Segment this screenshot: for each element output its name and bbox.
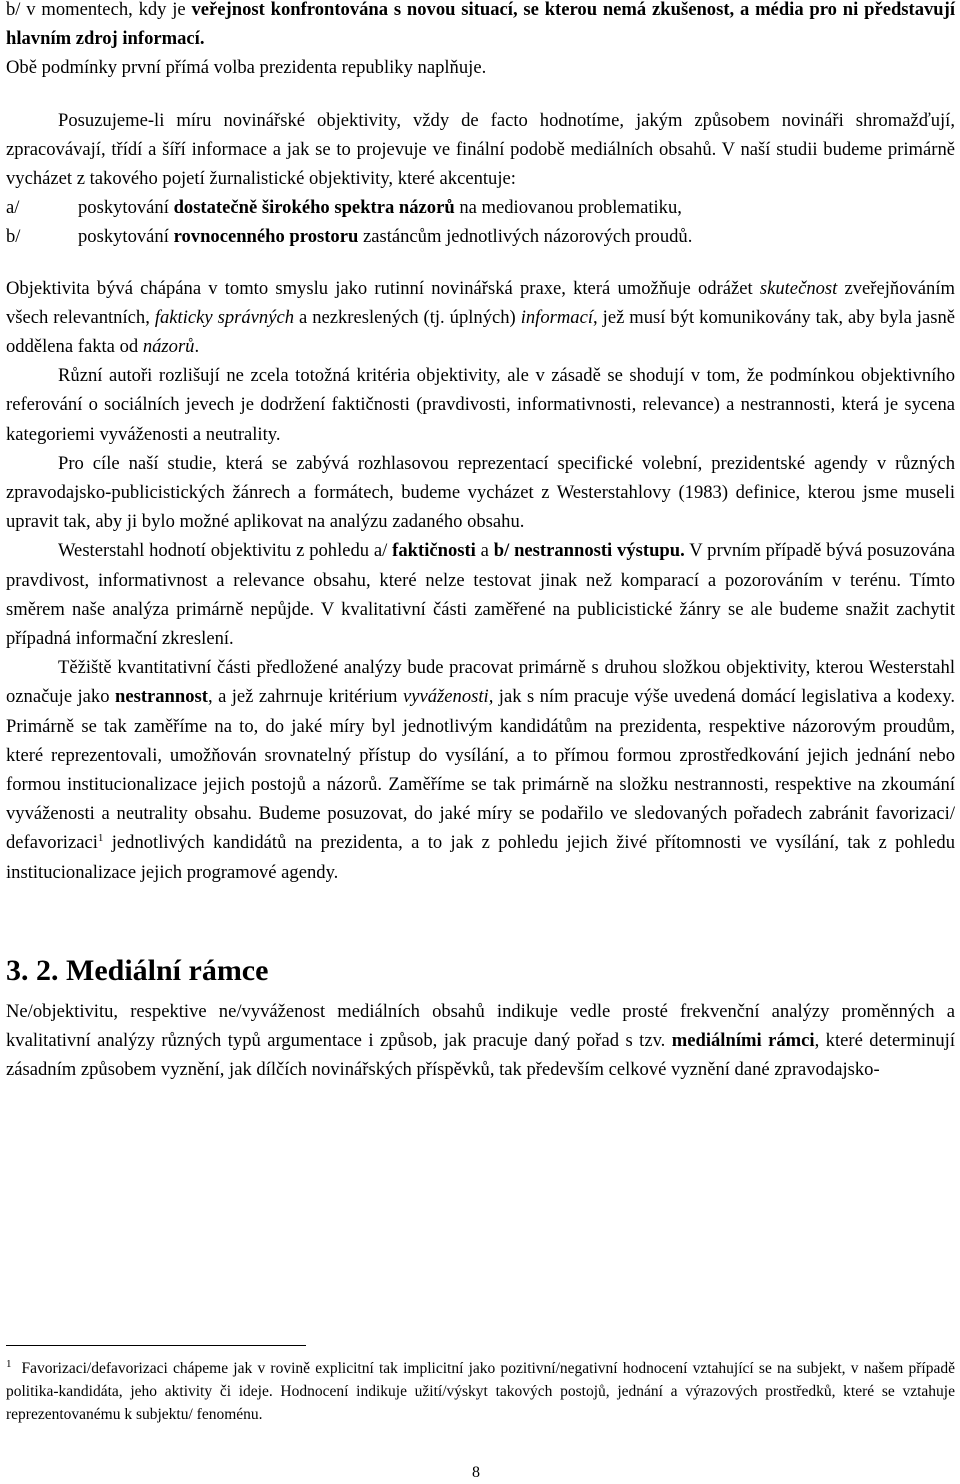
section-title: Mediální rámce xyxy=(66,953,269,987)
paragraph-1: Posuzujeme-li míru novinářské objektivity, vždy de facto hodnotíme, jakým způsobem novináři shromažďují, zpracovávají, třídí a šíří informace a jak se to projevuje ve finální podobě mediálních obsahů. V naší studii budeme primárně vycházet z takového pojetí žurnalistické objektivity, které akcentuje: xyxy=(6,109,955,190)
section-heading xyxy=(6,953,955,989)
list-item-b-bold: rovnocenného prostoru xyxy=(173,226,359,248)
intro-paragraph xyxy=(6,0,955,83)
footnote-text: Favorizaci/defavorizaci chápeme jak v rovině explicitní tak implicitní jako pozitivní/negativní hodnocení vztahující se na subjekt, v našem případě politika-kandidáta, jeho aktivity či ideje. Hodnocení indikuje užití/výskyt takových postojů, jednání a výrazových prostředků, které se vztahuje reprezentovanému k subjektu/ fenoménu. xyxy=(6,1360,955,1423)
paragraph-5: Westerstahl hodnotí objektivitu z pohledu a/ faktičnosti a b/ nestrannosti výstupu. V prvním případě bývá posuzována pravdivost, informativnost a relevance obsahu, které nelze testovat jinak než komparací a pozorováním v terénu. Tímto směrem naše analýza primárně nepůjde. V kvalitativní části zaměřené na publicistické žánry se ale budeme snažit zachytit případná informační zkreslení. xyxy=(6,540,955,650)
intro-conclusion: Obě podmínky první přímá volba prezidenta republiky naplňuje. xyxy=(6,57,487,79)
paragraph-3: Různí autoři rozlišují ne zcela totožná kritéria objektivity, ale v zásadě se shodují v tom, že podmínkou objektivního referování o sociálních jevech je dodržení faktičnosti (pravdivosti, informativnosti, relevance) a nestrannosti, která je sycena kategoriemi vyváženosti a neutrality. xyxy=(6,365,955,445)
list-item-a-bold: dostatečně širokého spektra názorů xyxy=(173,197,455,219)
paragraph-2: Objektivita bývá chápána v tomto smyslu jako rutinní novinářská praxe, která umožňuje odrážet skutečnost zveřejňováním všech relevantních, fakticky správných a nezkreslených (tj. úplných) informací, jež musí být komunikovány tak, aby byla jasně oddělena fakta od názorů. xyxy=(6,277,955,358)
document-page xyxy=(6,0,955,1085)
intro-bold-text: veřejnost konfrontována s novou situací, se kterou nemá zkušenost, a média pro ni představují hlavním zdroj informací. xyxy=(6,0,956,50)
page-number: 8 xyxy=(472,1464,480,1481)
paragraph-6: Těžiště kvantitativní části předložené analýzy bude pracovat primárně s druhou složkou objektivity, kterou Westerstahl označuje jako nestrannost, a jež zahrnuje kritérium vyváženosti, jak s ním pracuje výše uvedená domácí legislativa a kodexy. Primárně se tak zaměříme na to, do jaké míry byl jednotlivým kandidátům na prezidenta, respektive názorovým proudům, které reprezentovali, umožňován srovnatelný přístup do vysílání, a to přímou formou zprostředkování jejich jednání nebo formou institucionalizace jejich postojů a názorů. Zaměříme se tak primárně na složku nestrannosti, respektive na zkoumání vyváženosti a neutrality obsahu. Budeme posuzovat, do jaké míry se podařilo ve sledovaných pořadech zabránit favorizaci/ defavorizaci$^1$ jednotlivých kandidátů na prezidenta, a to jak z pohledu jejich živé přítomnosti ve vysílání, tak z pohledu institucionalizace jejich programové agendy. xyxy=(6,657,955,883)
footnote-separator xyxy=(6,1345,306,1346)
list-label-a: a/ xyxy=(6,197,20,219)
list-item-b: b/ poskytování rovnocenného prostoru zastáncům jednotlivých názorových proudů. xyxy=(6,222,955,251)
footnote-number: 1 xyxy=(6,1357,12,1370)
section-number: 3. 2. xyxy=(6,953,59,987)
list-label-b: b/ xyxy=(6,226,21,248)
list-item-a: a/ poskytování dostatečně širokého spektra názorů na mediovanou problematiku, xyxy=(6,193,955,222)
paragraph-4: Pro cíle naší studie, která se zabývá rozhlasovou reprezentací specifické volební, prezidentské agendy v různých zpravodajsko-publicistických žánrech a formátech, budeme vycházet z Westerstahlovy (1983) definice, kterou jsme museli upravit tak, aby ji bylo možné aplikovat na analýzu zadaného obsahu. xyxy=(6,452,955,533)
intro-text: b/ v momentech, kdy je xyxy=(6,0,192,20)
footnote xyxy=(6,1357,955,1426)
footnote-reference[interactable]: 1 xyxy=(97,832,104,845)
paragraph-7: Ne/objektivitu, respektive ne/vyváženost mediálních obsahů indikuje vedle prosté frekvenční analýzy proměnných a kvalitativní analýzy různých typů argumentace i způsob, jak pracuje daný pořad s tzv. mediálními rámci, které determinují zásadním způsobem vyznění, jak dílčích novinářských příspěvků, tak především celkové vyznění dané zpravodajsko- xyxy=(6,1000,955,1081)
